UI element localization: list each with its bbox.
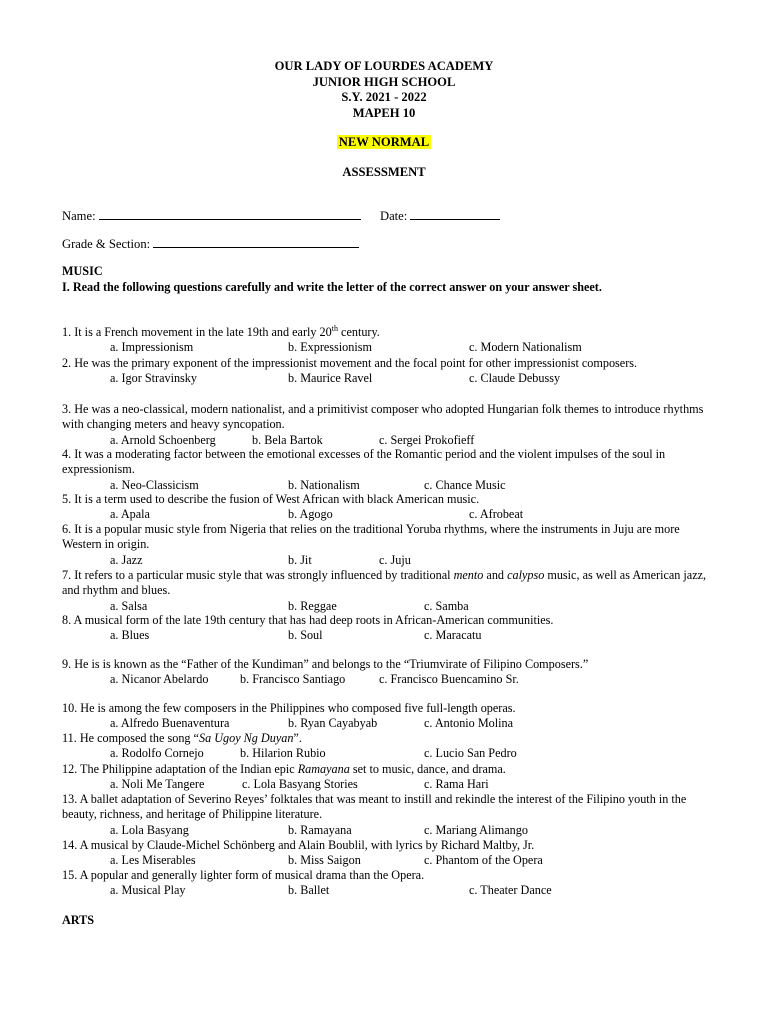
answer-option: a. Arnold Schoenberg	[110, 432, 216, 447]
answer-option: c. Phantom of the Opera	[424, 853, 543, 868]
question-text	[62, 522, 717, 553]
answer-option: c. Samba	[424, 598, 469, 613]
question-text	[62, 701, 717, 716]
question-text	[62, 356, 717, 371]
question-text	[62, 868, 717, 883]
answer-option: c. Maracatu	[424, 628, 482, 643]
question-text-part: 1. It is a French movement in the late 19th and early 20	[62, 325, 332, 339]
answer-option: b. Ramayana	[288, 822, 352, 837]
question-text-part: 4. It was a moderating factor between the emotional excesses of the Romantic period and the violent impulses of the soul in expressionism.	[62, 447, 666, 477]
question-text-part: 10. He is among the few composers in the Philippines who composed five full-length operas.	[62, 701, 516, 715]
answer-options	[62, 553, 717, 568]
answer-option: a. Blues	[110, 628, 150, 643]
question-text	[62, 657, 717, 672]
answer-option: b. Soul	[288, 628, 323, 643]
answer-option: a. Salsa	[110, 598, 148, 613]
answer-option: c. Francisco Buencamino Sr.	[379, 672, 519, 687]
question-item	[62, 701, 717, 732]
question-text	[62, 762, 717, 777]
question-text-part: and	[483, 568, 508, 582]
question-text-part: set to music, dance, and drama.	[349, 762, 506, 776]
answer-option: c. Lucio San Pedro	[424, 746, 517, 761]
answer-option: a. Jazz	[110, 552, 143, 567]
date-label: Date:	[380, 209, 408, 223]
arts-section-title: ARTS	[62, 913, 95, 927]
question-text	[62, 613, 717, 628]
answer-option: a. Lola Basyang	[110, 822, 189, 837]
answer-option: b. Jit	[288, 552, 312, 567]
italic-term: Ramayana	[297, 762, 350, 776]
question-text-part: 15. A popular and generally lighter form of musical drama than the Opera.	[62, 868, 425, 882]
name-blank[interactable]	[99, 208, 361, 220]
title-row	[0, 165, 768, 181]
question-item	[62, 356, 717, 387]
question-item	[62, 522, 717, 568]
question-text	[62, 325, 717, 340]
name-label: Name:	[62, 209, 96, 223]
question-text	[62, 447, 717, 478]
name-field[interactable]	[62, 208, 361, 224]
answer-option: b. Expressionism	[288, 340, 372, 355]
answer-option: c. Theater Dance	[469, 883, 552, 898]
date-field[interactable]	[380, 208, 500, 224]
question-item	[62, 568, 717, 614]
answer-option: b. Agogo	[288, 507, 333, 522]
answer-option: b. Ryan Cayabyab	[288, 716, 378, 731]
question-item	[62, 402, 717, 448]
answer-options	[62, 340, 717, 355]
answer-option: b. Ballet	[288, 883, 330, 898]
answer-options	[62, 672, 717, 687]
answer-option: c. Antonio Molina	[424, 716, 514, 731]
question-text-part: 8. A musical form of the late 19th century that has had deep roots in African-American communities.	[62, 613, 554, 627]
answer-options	[62, 853, 717, 868]
answer-options	[62, 883, 717, 898]
answer-option: a. Les Miserables	[110, 853, 196, 868]
answer-option: b. Miss Saigon	[288, 853, 361, 868]
italic-term: Sa Ugoy Ng Duyan	[198, 731, 294, 745]
question-text-part: 14. A musical by Claude-Michel Schönberg and Alain Boublil, with lyrics by Richard Maltby, Jr.	[62, 838, 535, 852]
music-instruction: I. Read the following questions carefully and write the letter of the correct answer on your answer sheet.	[62, 280, 602, 294]
question-text	[62, 792, 717, 823]
question-text-part: century.	[337, 325, 380, 339]
answer-option: a. Neo-Classicism	[110, 477, 199, 492]
answer-option: b. Bela Bartok	[252, 432, 323, 447]
question-item	[62, 613, 717, 644]
answer-option: a. Impressionism	[110, 340, 194, 355]
answer-options	[62, 371, 717, 386]
question-item	[62, 492, 717, 523]
grade-section-label: Grade & Section:	[62, 237, 151, 251]
question-item	[62, 792, 717, 838]
question-item	[62, 762, 717, 793]
answer-option: a. Igor Stravinsky	[110, 371, 197, 386]
question-item	[62, 731, 717, 762]
answer-options	[62, 777, 717, 792]
question-text	[62, 492, 717, 507]
answer-options	[62, 823, 717, 838]
answer-options	[62, 478, 717, 493]
answer-option: c. Afrobeat	[469, 507, 524, 522]
italic-term: calypso	[507, 568, 545, 582]
answer-options	[62, 746, 717, 761]
answer-option: b. Maurice Ravel	[288, 371, 373, 386]
answer-option: c. Sergei Prokofieff	[379, 432, 475, 447]
italic-term: mento	[453, 568, 484, 582]
answer-option: c. Modern Nationalism	[469, 340, 582, 355]
grade-section-field[interactable]	[62, 236, 359, 252]
question-text	[62, 731, 717, 746]
answer-option: a. Rodolfo Cornejo	[110, 746, 204, 761]
question-item	[62, 325, 717, 356]
answer-options	[62, 599, 717, 614]
music-section-title: MUSIC	[62, 264, 103, 278]
answer-options	[62, 628, 717, 643]
answer-options	[62, 716, 717, 731]
question-text-part: 12. The Philippine adaptation of the Indian epic	[62, 762, 298, 776]
question-item	[62, 868, 717, 899]
question-text	[62, 568, 717, 599]
subject-name: MAPEH 10	[352, 105, 416, 120]
answer-option: b. Francisco Santiago	[240, 672, 346, 687]
department-name: JUNIOR HIGH SCHOOL	[312, 74, 456, 89]
answer-option: a. Apala	[110, 507, 150, 522]
answer-options	[62, 507, 717, 522]
question-item	[62, 657, 717, 688]
question-text-part: 7. It refers to a particular music style that was strongly influenced by traditional	[62, 568, 454, 582]
answer-option: c. Juju	[379, 552, 411, 567]
assessment-title: ASSESSMENT	[342, 165, 426, 179]
question-text-part: 6. It is a popular music style from Nigeria that relies on the traditional Yoruba rhythms, where the instruments in Juju are more Western in origin.	[62, 522, 680, 552]
question-text-part: 2. He was the primary exponent of the impressionist movement and the focal point for other impressionist composers.	[62, 356, 638, 370]
new-normal-banner: NEW NORMAL	[338, 135, 430, 149]
superscript: th	[331, 323, 338, 333]
question-text-part: 11. He composed the song “	[62, 731, 199, 745]
question-text-part: ”.	[293, 731, 302, 745]
grade-section-blank[interactable]	[153, 236, 359, 248]
answer-option: c. Chance Music	[424, 477, 506, 492]
banner-row	[0, 135, 768, 151]
question-text-part: music, as well as American jazz, and rhythm and blues.	[62, 568, 707, 598]
document-header	[0, 59, 768, 121]
question-item	[62, 838, 717, 869]
answer-option: c. Mariang Alimango	[424, 822, 528, 837]
answer-option: b. Nationalism	[288, 477, 360, 492]
answer-option: a. Nicanor Abelardo	[110, 672, 209, 687]
answer-option: c. Rama Hari	[424, 777, 489, 792]
question-text-part: 5. It is a term used to describe the fusion of West African with black American music.	[62, 492, 480, 506]
answer-option: c. Claude Debussy	[469, 371, 561, 386]
question-text	[62, 838, 717, 853]
school-year: S.Y. 2021 - 2022	[341, 90, 427, 104]
question-text-part: 9. He is is known as the “Father of the Kundiman” and belongs to the “Triumvirate of Filipino Composers.”	[62, 657, 589, 671]
answer-option: b. Reggae	[288, 598, 337, 613]
answer-option: b. Hilarion Rubio	[240, 746, 326, 761]
answer-option: a. Noli Me Tangere	[110, 777, 205, 792]
question-item	[62, 447, 717, 493]
answer-options	[62, 433, 717, 448]
school-name: OUR LADY OF LOURDES ACADEMY	[274, 59, 494, 73]
question-text-part: 13. A ballet adaptation of Severino Reyes’ folktales that was meant to instill and rekindle the interest of the Filipino youth in the beauty, richness, and heritage of Philippine literature.	[62, 792, 687, 822]
answer-option: a. Musical Play	[110, 883, 186, 898]
date-blank[interactable]	[410, 208, 500, 220]
answer-option: c. Lola Basyang Stories	[242, 777, 358, 792]
answer-option: a. Alfredo Buenaventura	[110, 716, 230, 731]
question-text-part: 3. He was a neo-classical, modern nationalist, and a primitivist composer who adopted Hungarian folk themes to introduce rhythms with changing meters and heavy syncopation.	[62, 402, 704, 432]
question-text	[62, 402, 717, 433]
